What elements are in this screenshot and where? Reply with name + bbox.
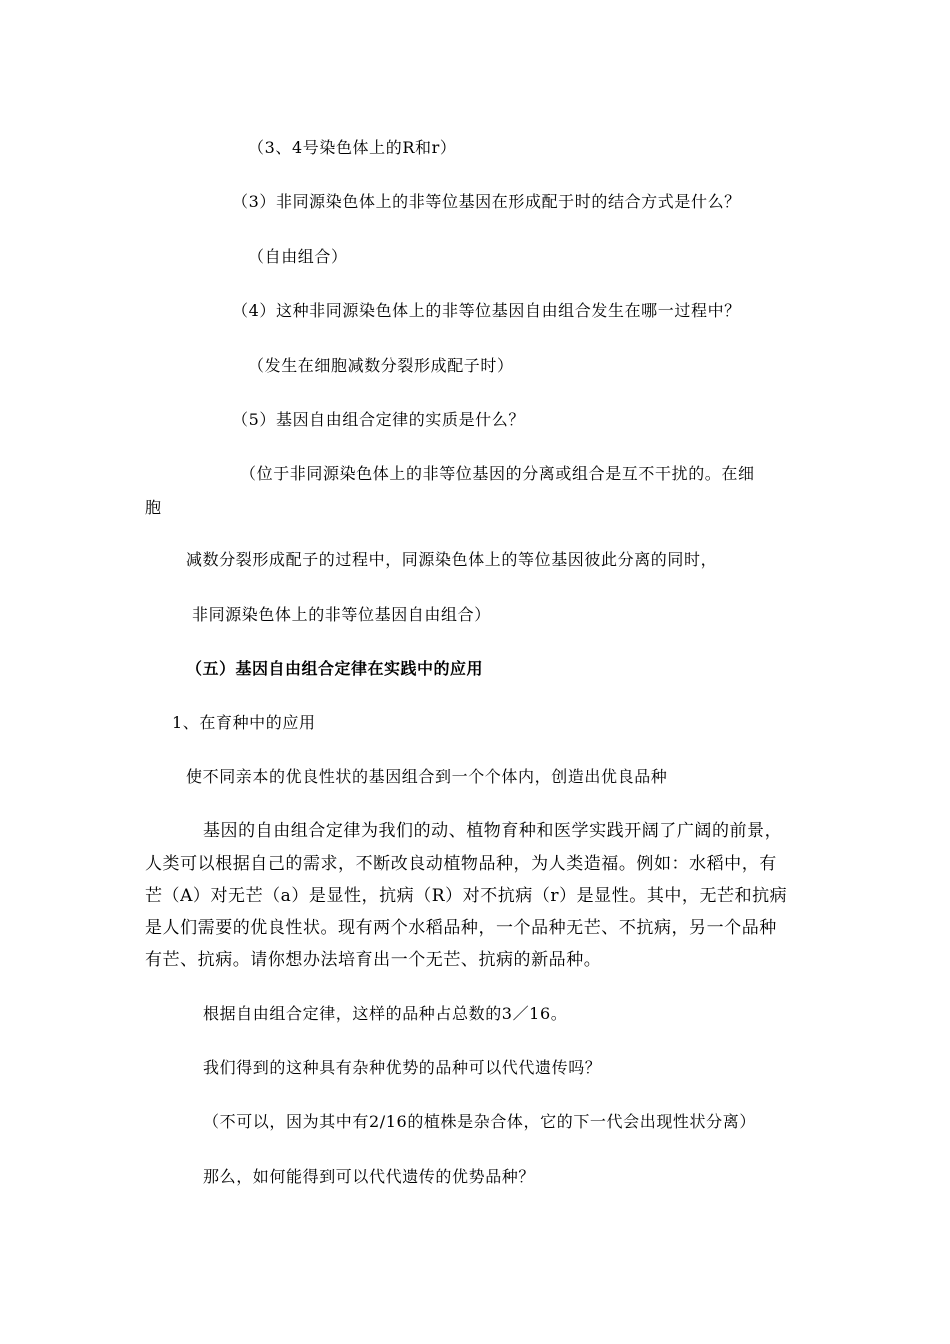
paragraph-line: 基因的自由组合定律为我们的动、植物育种和医学实践开阔了广阔的前景，: [203, 821, 783, 841]
question-5: （5）基因自由组合定律的实质是什么？: [232, 410, 525, 429]
question-3: （3）非同源染色体上的非等位基因在形成配于时的结合方式是什么？: [232, 192, 741, 211]
paragraph-line: 是人们需要的优良性状。现有两个水稻品种，一个品种无芒、不抗病，另一个品种: [145, 918, 777, 938]
answer-line: （发生在细胞减数分裂形成配子时）: [248, 356, 514, 375]
section-heading: （五）基因自由组合定律在实践中的应用: [186, 659, 484, 678]
question-line: 那么，如何能得到可以代代遗传的优势品种？: [203, 1167, 536, 1186]
answer-line-wrap: 胞: [145, 498, 162, 517]
question-4: （4）这种非同源染色体上的非等位基因自由组合发生在哪一过程中？: [232, 301, 741, 320]
paragraph-line: 芒（A）对无芒（a）是显性，抗病（R）对不抗病（r）是显性。其中，无芒和抗病: [145, 886, 788, 906]
paragraph-line: 有芒、抗病。请你想办法培育出一个无芒、抗病的新品种。: [145, 950, 602, 970]
answer-line: （3、4号染色体上的R和r）: [248, 138, 457, 157]
body-line: 使不同亲本的优良性状的基因组合到一个个体内，创造出优良品种: [186, 767, 668, 786]
answer-line: （不可以，因为其中有2/16的植株是杂合体，它的下一代会出现性状分离）: [203, 1112, 756, 1131]
question-line: 我们得到的这种具有杂种优势的品种可以代代遗传吗？: [203, 1058, 602, 1077]
paragraph-line: 人类可以根据自己的需求，不断改良动植物品种，为人类造福。例如：水稻中，有: [145, 854, 777, 874]
answer-line: 非同源染色体上的非等位基因自由组合）: [192, 605, 491, 624]
answer-line: （位于非同源染色体上的非等位基因的分离或组合是互不干扰的。在细: [240, 464, 755, 483]
subsection-heading: 1、在育种中的应用: [172, 713, 316, 732]
answer-line: （自由组合）: [248, 247, 348, 266]
body-line: 根据自由组合定律，这样的品种占总数的3／16。: [203, 1004, 568, 1023]
answer-line: 减数分裂形成配子的过程中，同源染色体上的等位基因彼此分离的同时，: [186, 550, 718, 569]
